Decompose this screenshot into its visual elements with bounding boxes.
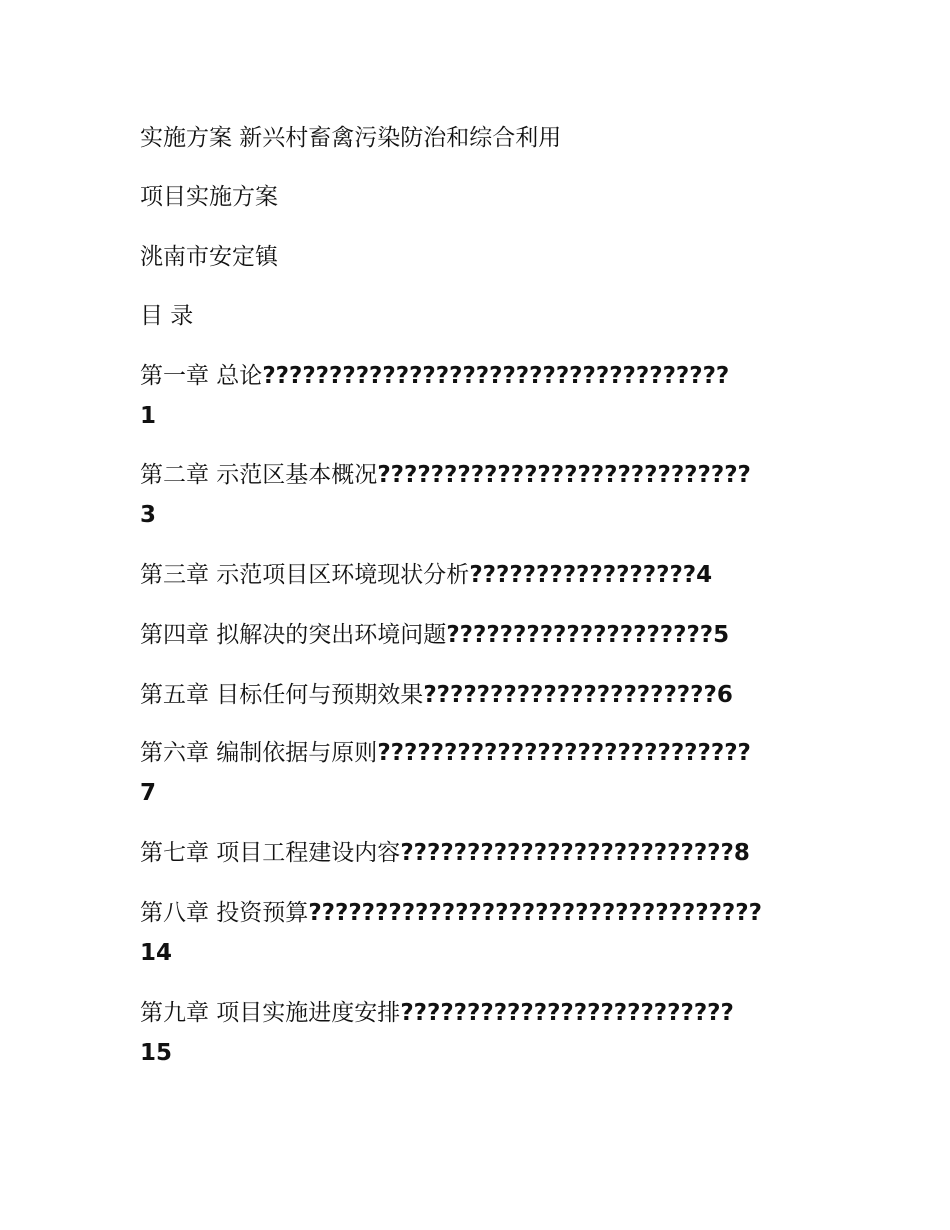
toc-entry-leader: ????????????????????????? [400,840,734,866]
toc-entry-leader: ???????????????????????????? [377,740,751,766]
document-subtitle-line: 项目实施方案 [140,184,278,210]
toc-entry-leader: ???????????????????????????? [377,462,751,488]
toc-entry-title: 第四章 拟解决的突出环境问题 [140,622,447,648]
toc-entry-page: 5 [713,622,730,648]
toc-entry-leader: ???????????????????? [446,622,714,648]
toc-entry-leader: ?????????????????????????????????? [308,900,762,926]
toc-entry[interactable] [140,356,820,436]
document-title-line: 实施方案 新兴村畜禽污染防治和综合利用 [140,125,562,151]
toc-entry-leader: ????????????????? [469,562,697,588]
toc-entry-title: 第二章 示范区基本概况 [140,462,378,488]
toc-entry[interactable] [140,455,820,535]
toc-entry[interactable] [140,675,820,715]
toc-entry-page: 8 [733,840,750,866]
toc-entry-title: 第六章 编制依据与原则 [140,740,378,766]
toc-heading: 目 录 [140,303,194,329]
toc-entry-title: 第九章 项目实施进度安排 [140,1000,401,1026]
toc-entry-page: 3 [140,502,157,528]
toc-entry[interactable] [140,833,820,873]
toc-entry-page: 1 [140,403,157,429]
toc-entry[interactable] [140,893,820,973]
toc-entry[interactable] [140,733,820,813]
toc-entry[interactable] [140,993,820,1073]
toc-entry-leader: ??????????????????????????????????? [262,363,730,389]
toc-entry-page: 6 [716,682,733,708]
toc-entry[interactable] [140,615,820,655]
document-location-line: 洮南市安定镇 [140,244,278,270]
toc-entry-title: 第三章 示范项目区环境现状分析 [140,562,470,588]
toc-entry-page: 15 [140,1040,173,1066]
toc-entry[interactable] [140,555,820,595]
toc-entry-title: 第一章 总论 [140,363,263,389]
toc-entry-leader: ????????????????????????? [400,1000,734,1026]
toc-entry-page: 14 [140,940,173,966]
toc-entry-page: 4 [696,562,713,588]
toc-entry-page: 7 [140,780,157,806]
toc-entry-title: 第七章 项目工程建设内容 [140,840,401,866]
toc-entry-leader: ?????????????????????? [423,682,717,708]
toc-entry-title: 第八章 投资预算 [140,900,309,926]
toc-entry-title: 第五章 目标任何与预期效果 [140,682,424,708]
